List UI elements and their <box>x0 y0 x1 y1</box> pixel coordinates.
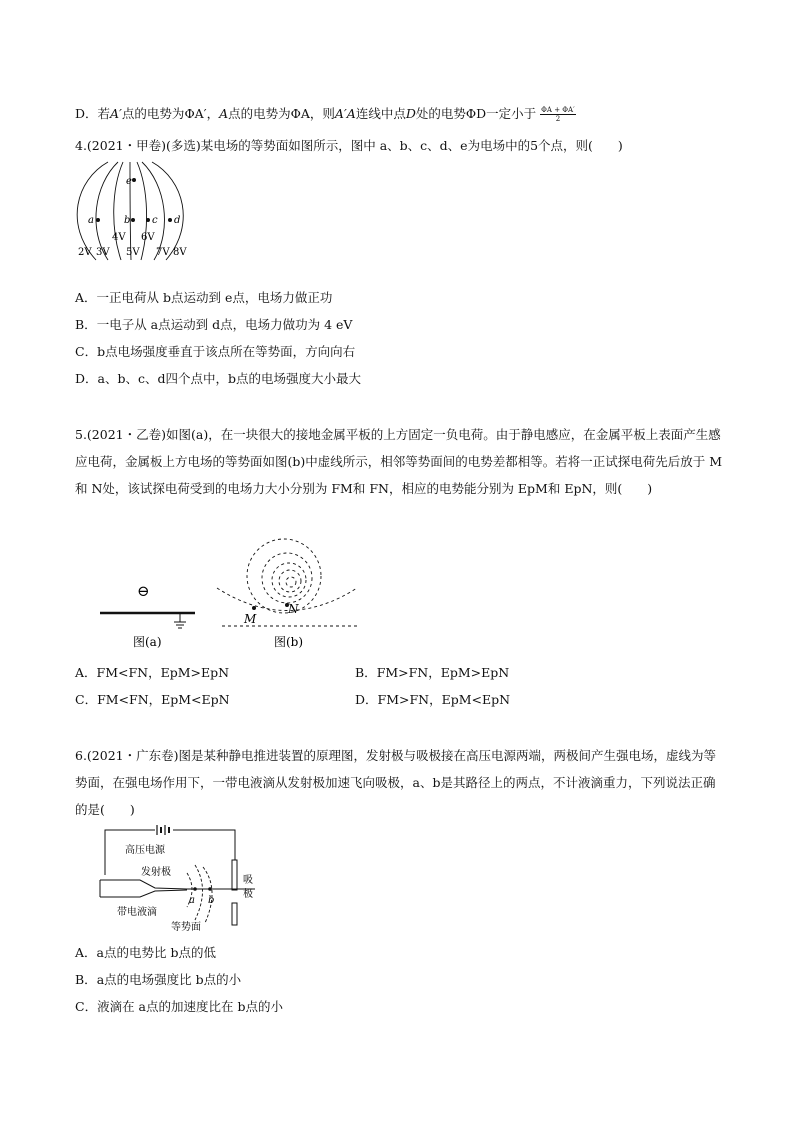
label-b: b <box>208 895 215 906</box>
label-equipotential: 等势面 <box>171 922 201 933</box>
label-a: a <box>189 895 195 906</box>
q4-option-b[interactable]: B．一电子从 a点运动到 d点，电场力做功为 4 eV <box>75 317 353 332</box>
label-emitter: 发射极 <box>141 867 171 878</box>
label-power: 高压电源 <box>125 845 165 856</box>
label-absorber-2: 极 <box>243 889 253 900</box>
point-a <box>96 218 100 222</box>
q4-option-a[interactable]: A．一正电荷从 b点运动到 e点，电场力做正功 <box>75 290 333 305</box>
negative-charge-icon: ⊖ <box>137 582 150 600</box>
label-N: N <box>288 602 299 616</box>
voltage-label: 3V <box>96 247 110 258</box>
label-c: c <box>152 215 158 226</box>
q5-option-a[interactable]: A．FM<FN，EpM>EpN <box>75 665 230 680</box>
point-b <box>208 887 212 891</box>
voltage-label: 7V <box>156 247 170 258</box>
q5-figure-a <box>95 578 205 653</box>
point-a <box>193 887 197 891</box>
q4-stem: 4.(2021・甲卷)(多选)某电场的等势面如图所示，图中 a、b、c、d、e为电场中的5个点，则( ) <box>75 138 623 153</box>
label-droplet: 带电液滴 <box>117 907 157 918</box>
prev-option-d: D．若A′点的电势为ΦA′，A点的电势为ΦA，则A′A连线中点D处的电势ΦD一定小于 $\frac{\Phi A + \Phi A'}{2}$ <box>75 106 575 123</box>
voltage-label: 8V <box>173 247 187 258</box>
q4-option-c[interactable]: C．b点电场强度垂直于该点所在等势面，方向向右 <box>75 344 356 359</box>
voltage-label: 6V <box>141 232 155 243</box>
q4-equipotential-figure <box>66 160 196 265</box>
q5-option-d[interactable]: D．FM>FN，EpM<EpN <box>355 692 511 707</box>
voltage-label: 4V <box>112 232 126 243</box>
q6-option-c[interactable]: C．液滴在 a点的加速度比在 b点的小 <box>75 999 283 1014</box>
point-b <box>131 218 135 222</box>
label-M: M <box>244 612 257 626</box>
q6-option-a[interactable]: A．a点的电势比 b点的低 <box>75 945 216 960</box>
q5-option-b[interactable]: B．FM>FN，EpM>EpN <box>355 665 510 680</box>
fraction: $\frac{\Phi A + \Phi A'}{2}$ <box>541 106 575 123</box>
voltage-label: 5V <box>126 247 140 258</box>
label-e: e <box>126 176 132 187</box>
point-e <box>132 178 136 182</box>
voltage-label: 2V <box>78 247 92 258</box>
figure-label-a: 图(a) <box>133 635 162 649</box>
point-c <box>146 218 150 222</box>
q4-option-d[interactable]: D．a、b、c、d四个点中，b点的电场强度大小最大 <box>75 371 361 386</box>
label-a: a <box>88 215 94 226</box>
label-d: d <box>174 215 181 226</box>
q5-option-c[interactable]: C．FM<FN，EpM<EpN <box>75 692 230 707</box>
point-d <box>168 218 172 222</box>
figure-label-b: 图(b) <box>274 635 304 649</box>
q6-figure <box>95 825 270 937</box>
point-M <box>252 606 256 610</box>
label-b: b <box>124 215 131 226</box>
q5-stem: 5.(2021・乙卷)如图(a)，在一块很大的接地金属平板的上方固定一负电荷。由于静电感应，在金属平板上表面产生感应电荷，金属板上方电场的等势面如图(b)中虚线所示，相邻等势面间的电势差都相等。若将一正试探电荷先后放于 M和 N处，该试探电荷受到的电场力大小分别为 FM和 FN，相应的电势能分别为 EpM和 EpN，则( ) <box>75 427 723 496</box>
q6-stem: 6.(2021・广东卷)图是某种静电推进装置的原理图，发射极与吸极接在高压电源两端，两极间产生强电场，虚线为等势面，在强电场作用下，一带电液滴从发射极加速飞向吸极，a、b是其路径上的两点，不计液滴重力，下列说法正确的是( ) <box>75 748 716 817</box>
q5-figure-b <box>212 528 372 653</box>
label-absorber-1: 吸 <box>243 875 253 886</box>
q6-option-b[interactable]: B．a点的电场强度比 b点的小 <box>75 972 242 987</box>
